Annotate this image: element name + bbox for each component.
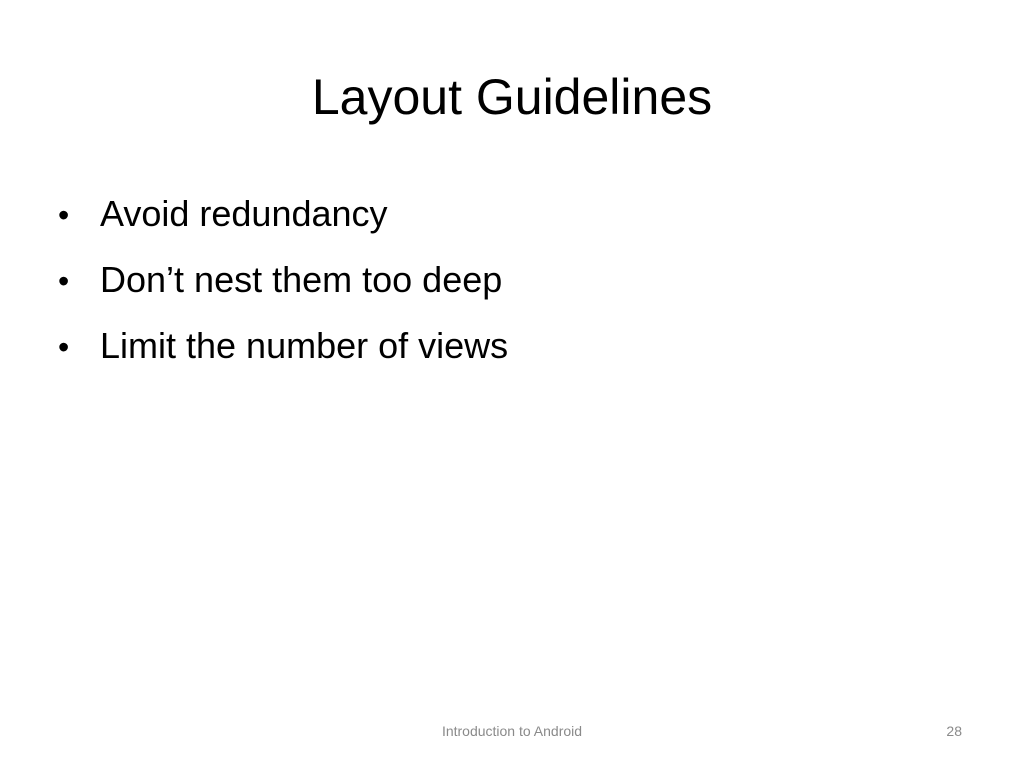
bullet-item: [58, 188, 508, 241]
bullet-text: Avoid redundancy: [100, 193, 388, 234]
bullet-icon: •: [58, 329, 70, 365]
bullet-icon: •: [58, 263, 70, 299]
bullet-item: [58, 320, 508, 373]
page-number: 28: [946, 723, 962, 739]
slide-title: Layout Guidelines: [311, 69, 713, 125]
bullet-icon: •: [58, 197, 70, 233]
footer-title: Introduction to Android: [441, 723, 583, 739]
bullet-list: [58, 188, 508, 386]
bullet-text: Don’t nest them too deep: [100, 259, 503, 300]
bullet-item: [58, 254, 508, 307]
bullet-text: Limit the number of views: [100, 325, 509, 366]
